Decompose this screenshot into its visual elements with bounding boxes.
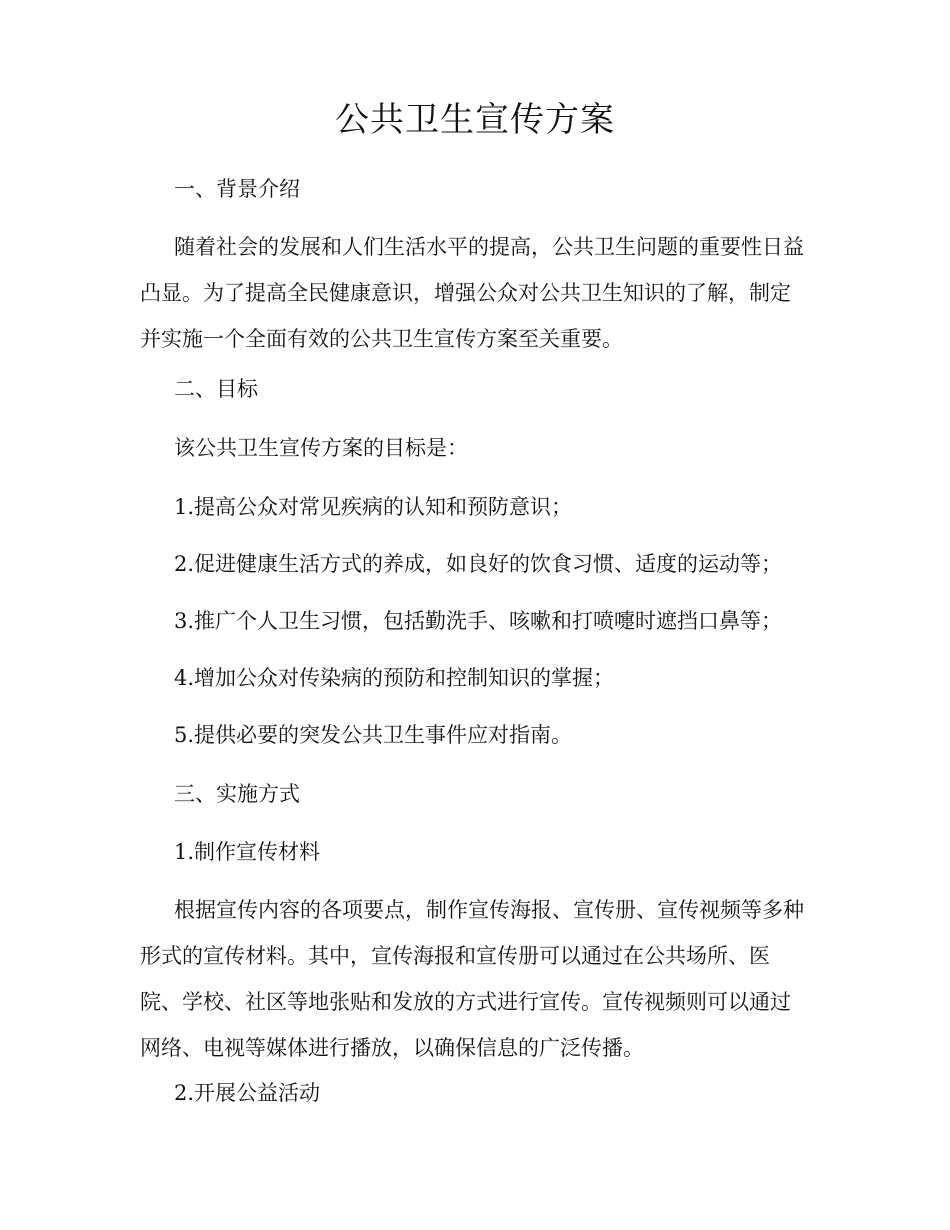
section-2-heading: 二、目标 bbox=[174, 377, 258, 401]
section-1-heading: 一、背景介绍 bbox=[174, 177, 300, 201]
goal-item-1: 1.提高公众对常见疾病的认知和预防意识； bbox=[174, 495, 573, 519]
goal-item-4: 4.增加公众对传染病的预防和控制知识的掌握； bbox=[174, 666, 615, 690]
goal-item-3: 3.推广个人卫生习惯，包括勤洗手、咳嗽和打喷嚏时遮挡口鼻等； bbox=[174, 609, 783, 633]
document-title: 公共卫生宣传方案 bbox=[335, 100, 615, 140]
section-3-paragraph-1: 根据宣传内容的各项要点，制作宣传海报、宣传册、宣传视频等多种形式的宣传材料。其中，宣传海报和宣传册可以通过在公共场所、医院、学校、社区等地张贴和发放的方式进行宣传。宣传视频则可以通过网络、电视等媒体进行播放，以确保信息的广泛传播。 bbox=[140, 898, 804, 1060]
section-2-intro: 该公共卫生宣传方案的目标是： bbox=[174, 436, 468, 460]
goal-item-5: 5.提供必要的突发公共卫生事件应对指南。 bbox=[174, 723, 573, 747]
section-3-subheading-2: 2.开展公益活动 bbox=[174, 1081, 321, 1105]
section-3-heading: 三、实施方式 bbox=[174, 782, 300, 806]
section-1-paragraph: 随着社会的发展和人们生活水平的提高，公共卫生问题的重要性日益凸显。为了提高全民健康意识，增强公众对公共卫生知识的了解，制定并实施一个全面有效的公共卫生宣传方案至关重要。 bbox=[140, 235, 804, 351]
section-3-subheading-1: 1.制作宣传材料 bbox=[174, 840, 321, 864]
goal-item-2: 2.促进健康生活方式的养成，如良好的饮食习惯、适度的运动等； bbox=[174, 552, 783, 576]
